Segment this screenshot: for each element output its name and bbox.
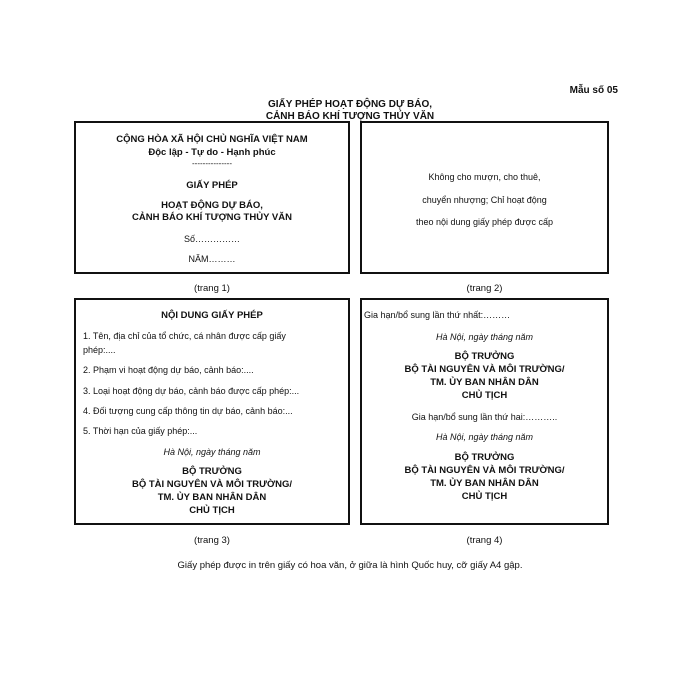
page2-note-line3: theo nội dung giấy phép được cấp: [415, 217, 554, 227]
content-item-4: 4. Đối tượng cung cấp thông tin dự báo, cảnh báo:...: [83, 406, 293, 416]
signer1-chairman: CHỦ TỊCH: [461, 390, 508, 401]
content-heading: NỘI DUNG GIẤY PHÉP: [161, 310, 263, 321]
signer-chairman: CHỦ TỊCH: [189, 505, 235, 516]
place-date-second: Hà Nội, ngày tháng năm: [435, 432, 534, 442]
content-item-1-cont: phép:....: [83, 345, 116, 355]
license-year: NĂM………: [188, 254, 236, 264]
signer-committee: TM. ỦY BAN NHÂN DÂN: [157, 492, 267, 503]
signer2-committee: TM. ỦY BAN NHÂN DÂN: [430, 478, 539, 489]
place-date: Hà Nội, ngày tháng năm: [163, 447, 261, 457]
national-title: CỘNG HÒA XÃ HỘI CHỦ NGHĨA VIỆT NAM: [116, 134, 308, 145]
page1-caption: (trang 1): [194, 283, 230, 294]
place-date-first: Hà Nội, ngày tháng năm: [435, 332, 534, 342]
content-item-5: 5. Thời hạn của giấy phép:...: [83, 426, 198, 436]
document-title-line2: CẢNH BÁO KHÍ TƯỢNG THỦY VĂN: [265, 111, 435, 122]
license-number: Số……………: [183, 234, 240, 244]
signer1-title: BỘ TRƯỞNG: [454, 351, 515, 362]
content-item-1: 1. Tên, địa chỉ của tổ chức, cá nhân được cấp giấy: [83, 331, 286, 341]
license-subheading-line1: HOẠT ĐỘNG DỰ BÁO,: [161, 200, 263, 211]
page4-caption: (trang 4): [466, 535, 503, 546]
page2-note-line2: chuyển nhượng; Chỉ hoạt động: [422, 195, 547, 205]
signer-title: BỘ TRƯỞNG: [182, 466, 242, 477]
form-number: Mẫu số 05: [569, 85, 618, 96]
license-subheading-line2: CẢNH BÁO KHÍ TƯỢNG THỦY VĂN: [132, 212, 292, 223]
page2-box: [360, 121, 609, 274]
signer1-committee: TM. ỦY BAN NHÂN DÂN: [430, 377, 539, 388]
extension-second: Gia hạn/bổ sung lần thứ hai:………..: [411, 412, 558, 422]
content-item-3: 3. Loại hoạt động dự báo, cảnh báo được cấp phép:...: [83, 386, 300, 396]
document-title-line1: GIẤY PHÉP HOẠT ĐỘNG DỰ BÁO,: [267, 99, 433, 110]
page4-box: [360, 298, 609, 525]
motto-separator: ---------------: [192, 159, 232, 168]
page3-box: [74, 298, 350, 525]
extension-first: Gia hạn/bổ sung lần thứ nhất:………: [364, 310, 511, 320]
license-heading: GIẤY PHÉP: [186, 180, 238, 191]
signer-ministry: BỘ TÀI NGUYÊN VÀ MÔI TRƯỜNG/: [131, 479, 293, 490]
page2-caption: (trang 2): [466, 283, 503, 294]
signer1-ministry: BỘ TÀI NGUYÊN VÀ MÔI TRƯỜNG/: [404, 364, 565, 375]
signer2-chairman: CHỦ TỊCH: [461, 491, 508, 502]
signer2-ministry: BỘ TÀI NGUYÊN VÀ MÔI TRƯỜNG/: [404, 465, 565, 476]
national-motto: Độc lập - Tự do - Hạnh phúc: [148, 147, 276, 158]
page2-note-line1: Không cho mượn, cho thuê,: [428, 172, 541, 182]
footer-note: Giấy phép được in trên giấy có hoa văn, ở giữa là hình Quốc huy, cỡ giấy A4 gập.: [177, 560, 523, 571]
page3-caption: (trang 3): [194, 535, 230, 546]
page1-box: [74, 121, 350, 274]
content-item-2: 2. Phạm vi hoạt động dự báo, cảnh báo:....: [83, 365, 254, 375]
signer2-title: BỘ TRƯỞNG: [454, 452, 515, 463]
